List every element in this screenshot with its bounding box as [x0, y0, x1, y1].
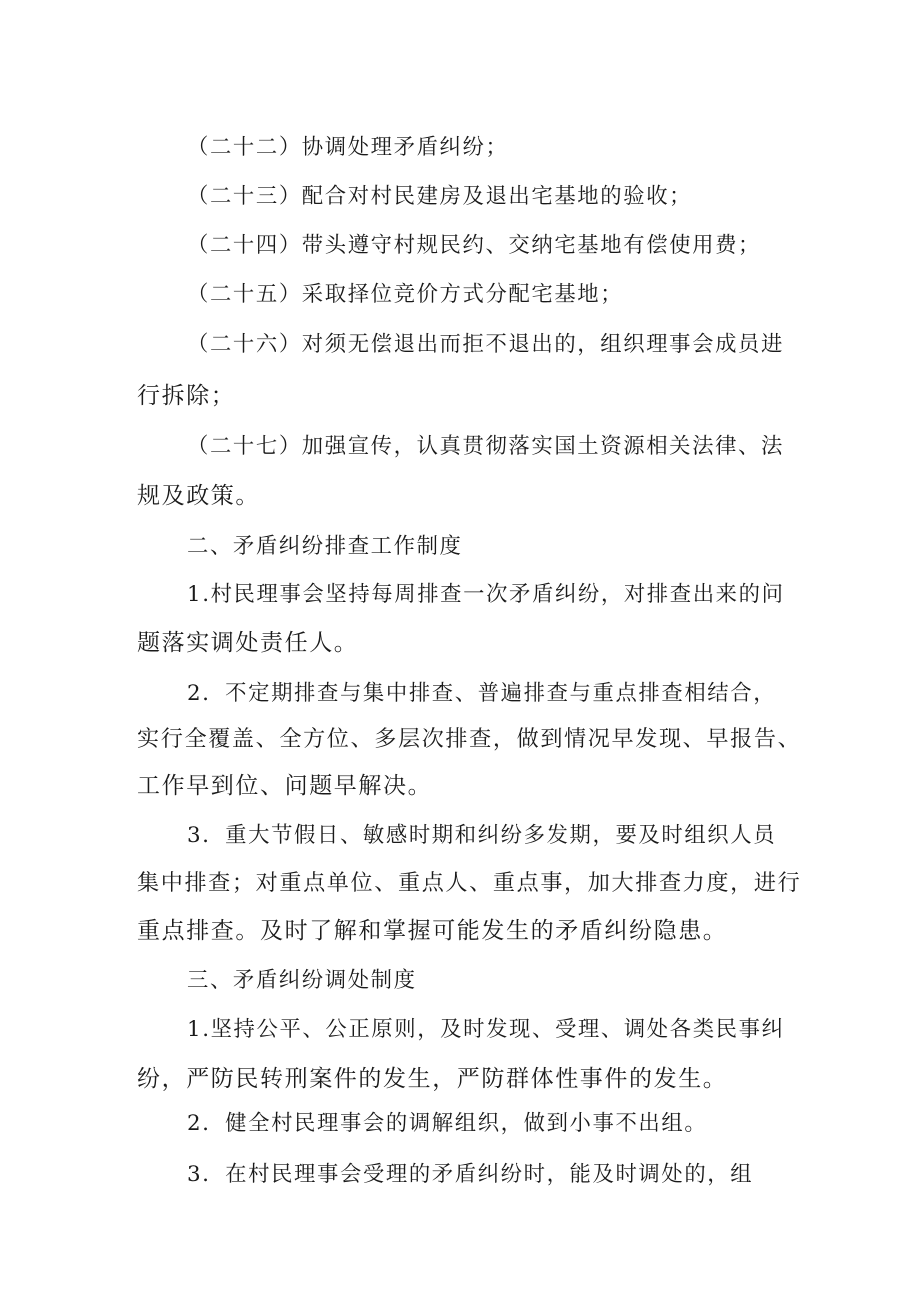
item-26-line-2: 行拆除； — [137, 383, 236, 409]
item-27-line-1: （二十七）加强宣传，认真贯彻落实国土资源相关法律、法 — [187, 434, 784, 459]
item-23: （二十三）配合对村民建房及退出宅基地的验收； — [187, 184, 693, 209]
section-2-para-1-line-1: 1.村民理事会坚持每周排查一次矛盾纠纷，对排查出来的问 — [187, 582, 785, 607]
section-2-heading: 二、矛盾纠纷排查工作制度 — [187, 534, 463, 559]
section-3-heading: 三、矛盾纠纷调处制度 — [187, 968, 417, 993]
section-3-para-1-line-1: 1.坚持公平、公正原则，及时发现、受理、调处各类民事纠 — [187, 1017, 785, 1042]
section-2-para-1-line-2: 题落实调处责任人。 — [137, 630, 359, 656]
section-2-para-3-line-2: 集中排查；对重点单位、重点人、重点事，加大排查力度，进行 — [137, 870, 802, 896]
section-2-para-3-line-1: 3．重大节假日、敏感时期和纠纷多发期，要及时组织人员 — [187, 823, 777, 848]
section-2-para-2-line-2: 实行全覆盖、全方位、多层次排查，做到情况早发现、早报告、 — [137, 726, 802, 752]
section-2-para-3-line-3: 重点排查。及时了解和掌握可能发生的矛盾纠纷隐患。 — [137, 918, 728, 944]
section-2-para-2-line-1: 2．不定期排查与集中排查、普遍排查与重点排查相结合， — [187, 681, 777, 706]
item-24: （二十四）带头遵守村规民约、交纳宅基地有偿使用费； — [187, 233, 761, 258]
section-3-para-1-line-2: 纷，严防民转刑案件的发生，严防群体性事件的发生。 — [137, 1066, 728, 1092]
item-26-line-1: （二十六）对须无偿退出而拒不退出的，组织理事会成员进 — [187, 332, 784, 357]
item-27-line-2: 规及政策。 — [137, 483, 260, 509]
item-25: （二十五）采取择位竞价方式分配宅基地； — [187, 282, 624, 307]
item-22: （二十二）协调处理矛盾纠纷； — [187, 135, 509, 160]
section-3-para-2-line-1: 2．健全村民理事会的调解组织，做到小事不出组。 — [187, 1111, 708, 1136]
section-3-para-3-line-1: 3．在村民理事会受理的矛盾纠纷时，能及时调处的，组 — [187, 1162, 754, 1187]
section-2-para-2-line-3: 工作早到位、问题早解决。 — [137, 773, 433, 799]
